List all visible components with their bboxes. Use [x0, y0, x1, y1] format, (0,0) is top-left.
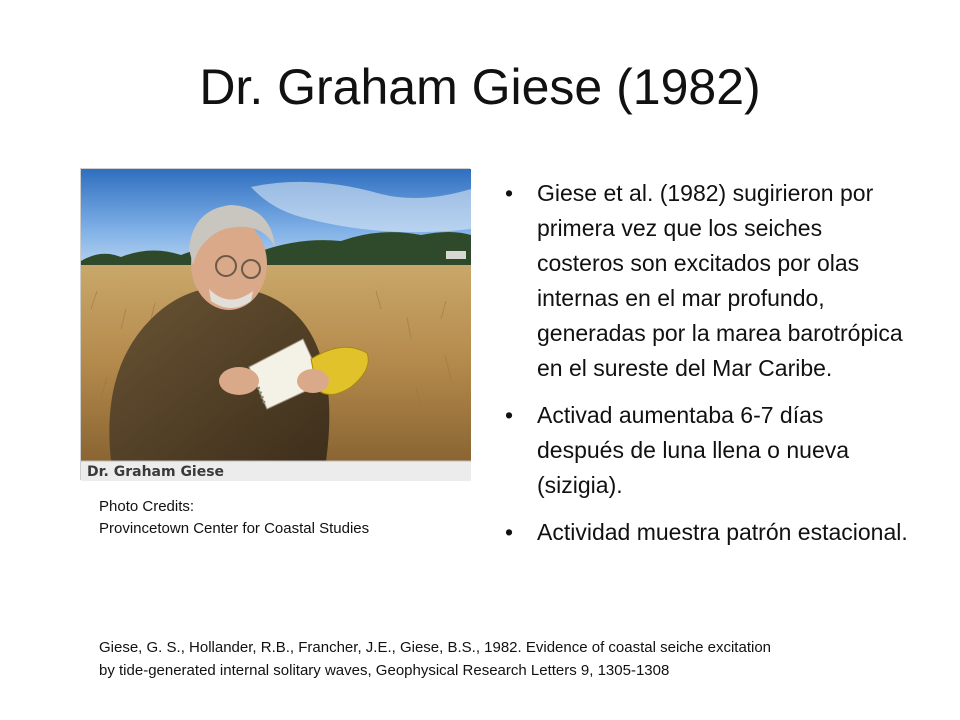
- bullet-dot-icon: •: [504, 519, 514, 545]
- bullet-text: Activad aumentaba 6-7 días después de luna llena o nueva (sizigia).: [537, 402, 850, 498]
- bullet-text: Giese et al. (1982) sugirieron por primera vez que los seiches costeros son excitados por olas internas en el mar profundo, generadas por la marea barotrópica en el sureste del Mar Caribe.: [537, 180, 903, 381]
- reference-line-1: Giese, G. S., Hollander, R.B., Francher, J.E., Giese, B.S., 1982. Evidence of coastal seiche excitation: [99, 639, 771, 656]
- reference-line-2: by tide-generated internal solitary waves, Geophysical Research Letters 9, 1305-1308: [99, 662, 670, 679]
- photo-caption: Dr. Graham Giese: [87, 464, 225, 480]
- bullet-item: [499, 515, 909, 550]
- portrait-photo-image: [81, 169, 471, 481]
- photo-credits: [99, 496, 369, 540]
- slide-title: Dr. Graham Giese (1982): [199, 59, 761, 115]
- bullet-text: Actividad muestra patrón estacional.: [537, 519, 908, 545]
- bullet-dot-icon: •: [504, 180, 514, 206]
- portrait-photo: [80, 168, 470, 480]
- bullet-list: [499, 176, 909, 562]
- photo-credits-label: Photo Credits:: [99, 498, 195, 515]
- bullet-item: [499, 398, 909, 503]
- bullet-dot-icon: •: [504, 402, 514, 428]
- photo-credits-source: Provincetown Center for Coastal Studies: [99, 520, 370, 537]
- reference-citation: [99, 636, 899, 682]
- bullet-item: [499, 176, 909, 386]
